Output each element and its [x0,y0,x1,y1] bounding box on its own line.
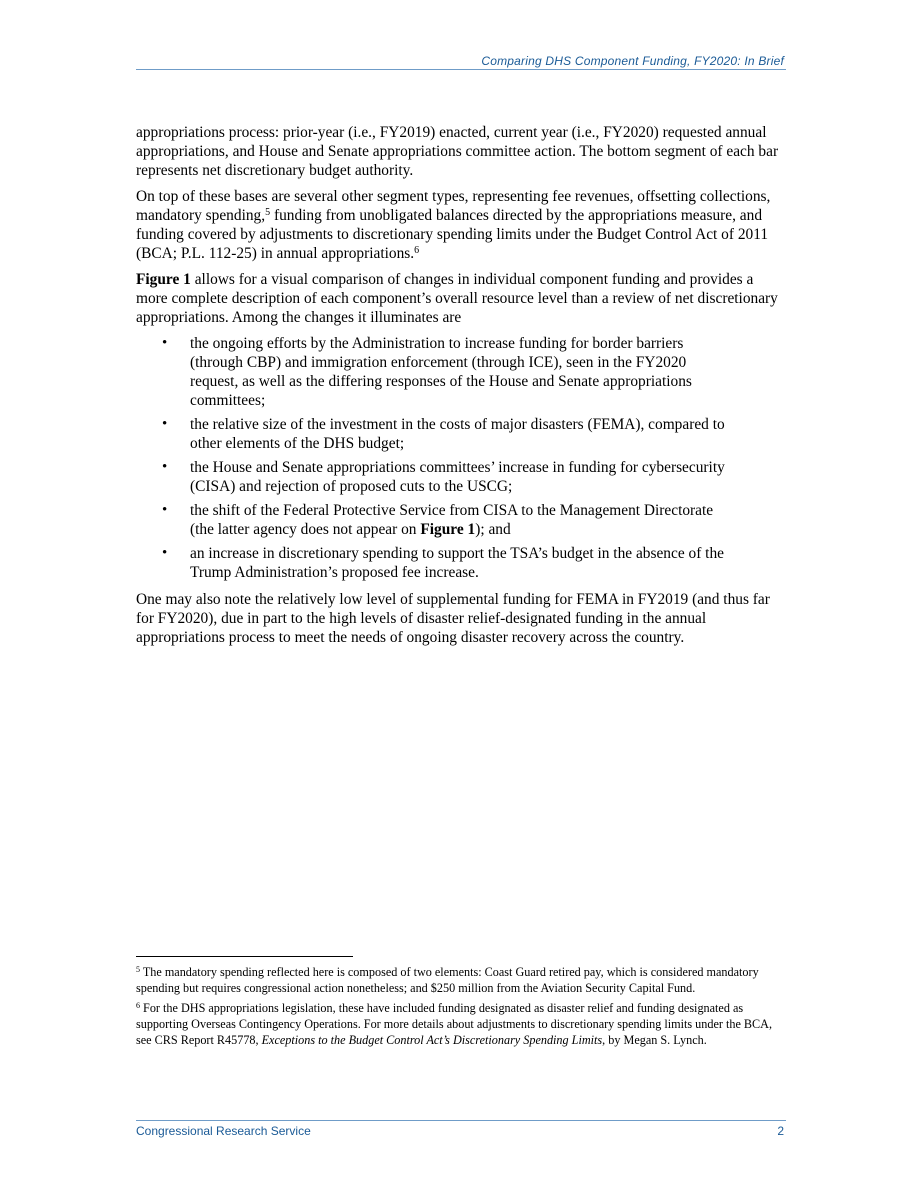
list-item [136,415,730,453]
changes-list [136,334,788,582]
list-item-text: the shift of the Federal Protective Service from CISA to the Management Directorate (the latter agency does not appear on [190,502,714,538]
footnote-5 [136,964,788,996]
bullet-icon: • [162,545,168,561]
list-item-text: the House and Senate appropriations committees’ increase in funding for cybersecurity (CISA) and rejection of proposed cuts to the USCG; [190,459,725,495]
footnote-ref-5[interactable]: 5 [265,207,271,218]
list-item [136,544,730,582]
footnotes [136,964,788,1052]
page-body [136,123,788,654]
bullet-icon: • [162,502,168,518]
list-item [136,334,730,410]
list-item [136,458,730,496]
footer-divider [136,1120,786,1121]
footnote-ref-6[interactable]: 6 [414,245,420,256]
paragraph-text: funding from unobligated balances directed by the appropriations measure, and funding covered by adjustments to discretionary spending limits under the Budget Control Act of 2011 (BCA; P.L. 112-25) in annual appropriations. [136,207,769,262]
footnote-text: The mandatory spending reflected here is composed of two elements: Coast Guard retired pay, which is considered mandatory spending but requires congressional action nonetheless; and $250 million from the Aviation Security Capital Fund. [136,965,759,995]
footnote-divider [136,956,353,957]
paragraph-supplemental: One may also note the relatively low level of supplemental funding for FEMA in FY2019 (and thus far for FY2020), due in part to the high levels of disaster relief-designated funding in the annual appropriations process to meet the needs of ongoing disaster recovery across the country. [136,591,770,646]
footnote-text: , by Megan S. Lynch. [602,1033,707,1047]
paragraph-figure-comparison [136,270,788,327]
footnote-text: For the DHS appropriations legislation, these have included funding designated as disaster relief and funding designated as supporting Overseas Contingency Operations. For more details about adjustments to discretionary spending limits under the BCA, see CRS Report R45778, [136,1001,773,1047]
list-item-text: the ongoing efforts by the Administration to increase funding for border barriers (through CBP) and immigration enforcement (through ICE), seen in the FY2020 request, as well as the differing responses of the House and Senate appropriations committees; [190,335,692,409]
list-item-text: ); and [475,521,511,538]
bullet-icon: • [162,335,168,351]
figure-reference: Figure 1 [420,521,476,538]
page-number: 2 [777,1124,784,1138]
figure-reference: Figure 1 [136,271,191,288]
footnote-number: 5 [136,965,140,974]
paragraph-segment-types [136,187,788,263]
list-item-text: an increase in discretionary spending to support the TSA’s budget in the absence of the Trump Administration’s proposed fee increase. [190,545,724,581]
bullet-icon: • [162,459,168,475]
footnote-number: 6 [136,1001,140,1010]
list-item-text: the relative size of the investment in the costs of major disasters (FEMA), compared to other elements of the DHS budget; [190,416,725,452]
paragraph-text: On top of these bases are several other segment types, representing fee revenues, offsetting collections, mandatory spending, [136,188,771,224]
footnote-6 [136,1000,788,1048]
footer-organization: Congressional Research Service [136,1124,311,1138]
bullet-icon: • [162,416,168,432]
list-item [136,501,730,539]
running-header-title: Comparing DHS Component Funding, FY2020: In Brief [481,54,784,68]
paragraph-intro: appropriations process: prior-year (i.e., FY2019) enacted, current year (i.e., FY2020) requested annual appropriations, and House and Senate appropriations committee action. The bottom segment of each bar represents net discretionary budget authority. [136,124,779,179]
header-divider [136,69,786,70]
report-title: Exceptions to the Budget Control Act’s Discretionary Spending Limits [261,1033,603,1047]
paragraph-text: allows for a visual comparison of changes in individual component funding and provides a more complete description of each component’s overall resource level than a review of net discretionary appropriations. Among the changes it illuminates are [136,271,778,326]
